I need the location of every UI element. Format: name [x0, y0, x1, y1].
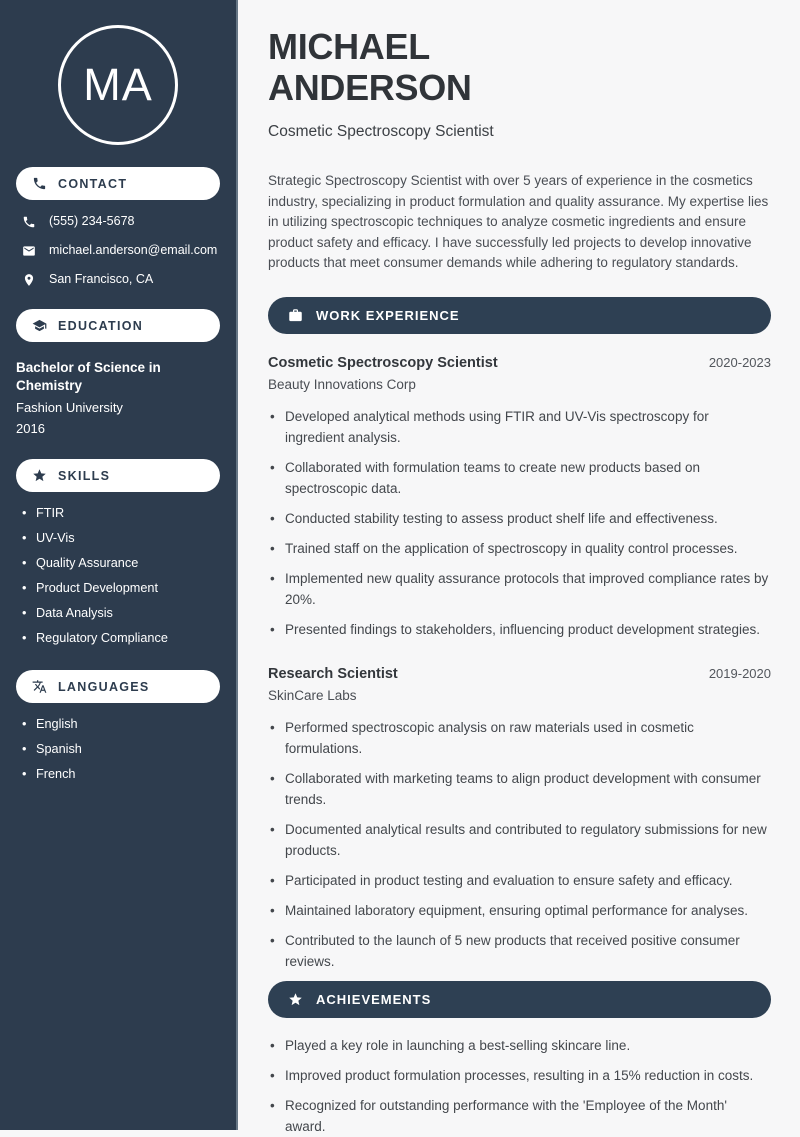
job-company: Beauty Innovations Corp [268, 376, 416, 392]
skills-list [16, 505, 220, 647]
job-bullet: • Contributed to the launch of 5 new products that received positive consumer reviews. [268, 930, 771, 972]
main-content [238, 0, 800, 1134]
job-header [268, 666, 771, 682]
contact-phone-row [16, 214, 220, 229]
avatar-initials: MA [83, 59, 153, 110]
job-bullet: • Collaborated with formulation teams to create new products based on spectroscopic data. [268, 457, 771, 499]
job-entry [268, 355, 771, 640]
work-experience-header [268, 297, 771, 334]
contact-section-title: CONTACT [58, 176, 128, 191]
job-bullet: • Documented analytical results and contributed to regulatory submissions for new products. [268, 819, 771, 861]
contact-location-value: San Francisco, CA [49, 272, 154, 286]
language-item: • French [22, 766, 220, 783]
job-company: SkinCare Labs [268, 687, 357, 703]
languages-section [16, 670, 220, 783]
skills-section [16, 459, 220, 647]
work-experience-section [268, 297, 771, 972]
job-title: Cosmetic Spectroscopy Scientist [268, 354, 498, 371]
job-dates: 2019-2020 [708, 665, 771, 681]
education-section [16, 309, 220, 437]
summary-paragraph: Strategic Spectroscopy Scientist with over 5 years of experience in the cosmetics industry, specializing in product formulation and quality assurance. My expertise lies in utilizing spectroscopic techniques to analyze cosmetic ingredients and ensure product safety and efficacy. I have successfully led projects to develop innovative products that meet consumer demands while adhering to regulatory standards. [268, 173, 769, 270]
skill-item: • Product Development [22, 580, 220, 597]
skill-item: • UV-Vis [22, 530, 220, 547]
contact-location-row [16, 272, 220, 287]
contact-phone-value: (555) 234-5678 [49, 214, 135, 228]
skills-section-title: SKILLS [58, 468, 111, 483]
location-pin-icon [22, 273, 36, 287]
job-dates: 2020-2023 [708, 354, 771, 370]
person-first-name: MICHAEL [268, 26, 430, 67]
job-bullet-list [268, 717, 771, 972]
achievements-section [268, 981, 771, 1137]
sidebar [0, 0, 238, 1130]
graduation-cap-icon [32, 318, 47, 333]
job-bullet: • Presented findings to stakeholders, influencing product development strategies. [268, 619, 771, 640]
achievement-bullet: • Improved product formulation processes, resulting in a 15% reduction in costs. [268, 1065, 771, 1086]
job-bullet-list [268, 406, 771, 640]
job-title: Research Scientist [268, 665, 398, 682]
languages-list [16, 716, 220, 783]
achievements-list [268, 1035, 771, 1137]
skill-item: • Quality Assurance [22, 555, 220, 572]
education-section-title: EDUCATION [58, 318, 144, 333]
achievement-bullet: • Played a key role in launching a best-selling skincare line. [268, 1035, 771, 1056]
job-bullet: • Trained staff on the application of spectroscopy in quality control processes. [268, 538, 771, 559]
avatar [58, 25, 178, 145]
language-item: • Spanish [22, 741, 220, 758]
work-experience-title: WORK EXPERIENCE [316, 307, 460, 323]
job-header [268, 355, 771, 371]
job-bullet: • Collaborated with marketing teams to align product development with consumer trends. [268, 768, 771, 810]
person-job-title: Cosmetic Spectroscopy Scientist [268, 123, 494, 140]
job-bullet: • Maintained laboratory equipment, ensuring optimal performance for analyses. [268, 900, 771, 921]
achievement-bullet: • Recognized for outstanding performance with the 'Employee of the Month' award. [268, 1095, 771, 1137]
job-bullet: • Conducted stability testing to assess product shelf life and effectiveness. [268, 508, 771, 529]
contact-section [16, 167, 220, 287]
education-year: 2016 [16, 421, 45, 436]
briefcase-icon [288, 308, 303, 323]
language-item: • English [22, 716, 220, 733]
job-bullet: • Developed analytical methods using FTIR and UV-Vis spectroscopy for ingredient analysis. [268, 406, 771, 448]
contact-email-value: michael.anderson@email.com [49, 243, 218, 257]
phone-icon [22, 215, 36, 229]
education-school: Fashion University [16, 400, 123, 415]
skill-item: • Data Analysis [22, 605, 220, 622]
person-last-name: ANDERSON [268, 67, 472, 108]
star-icon [32, 468, 47, 483]
skill-item: • FTIR [22, 505, 220, 522]
achievements-header [268, 981, 771, 1018]
contact-email-row [16, 243, 220, 258]
achievements-title: ACHIEVEMENTS [316, 991, 432, 1007]
translate-icon [32, 679, 47, 694]
job-bullet: • Participated in product testing and evaluation to ensure safety and efficacy. [268, 870, 771, 891]
skill-item: • Regulatory Compliance [22, 630, 220, 647]
person-name [268, 26, 771, 108]
languages-section-title: LANGUAGES [58, 679, 150, 694]
mail-icon [22, 244, 36, 258]
phone-icon [32, 176, 47, 191]
job-bullet: • Implemented new quality assurance protocols that improved compliance rates by 20%. [268, 568, 771, 610]
star-icon [288, 992, 303, 1007]
languages-section-header [16, 670, 220, 703]
education-degree: Bachelor of Science in Chemistry [16, 360, 161, 393]
job-bullet: • Performed spectroscopic analysis on raw materials used in cosmetic formulations. [268, 717, 771, 759]
job-entry [268, 666, 771, 972]
education-section-header [16, 309, 220, 342]
skills-section-header [16, 459, 220, 492]
contact-section-header [16, 167, 220, 200]
